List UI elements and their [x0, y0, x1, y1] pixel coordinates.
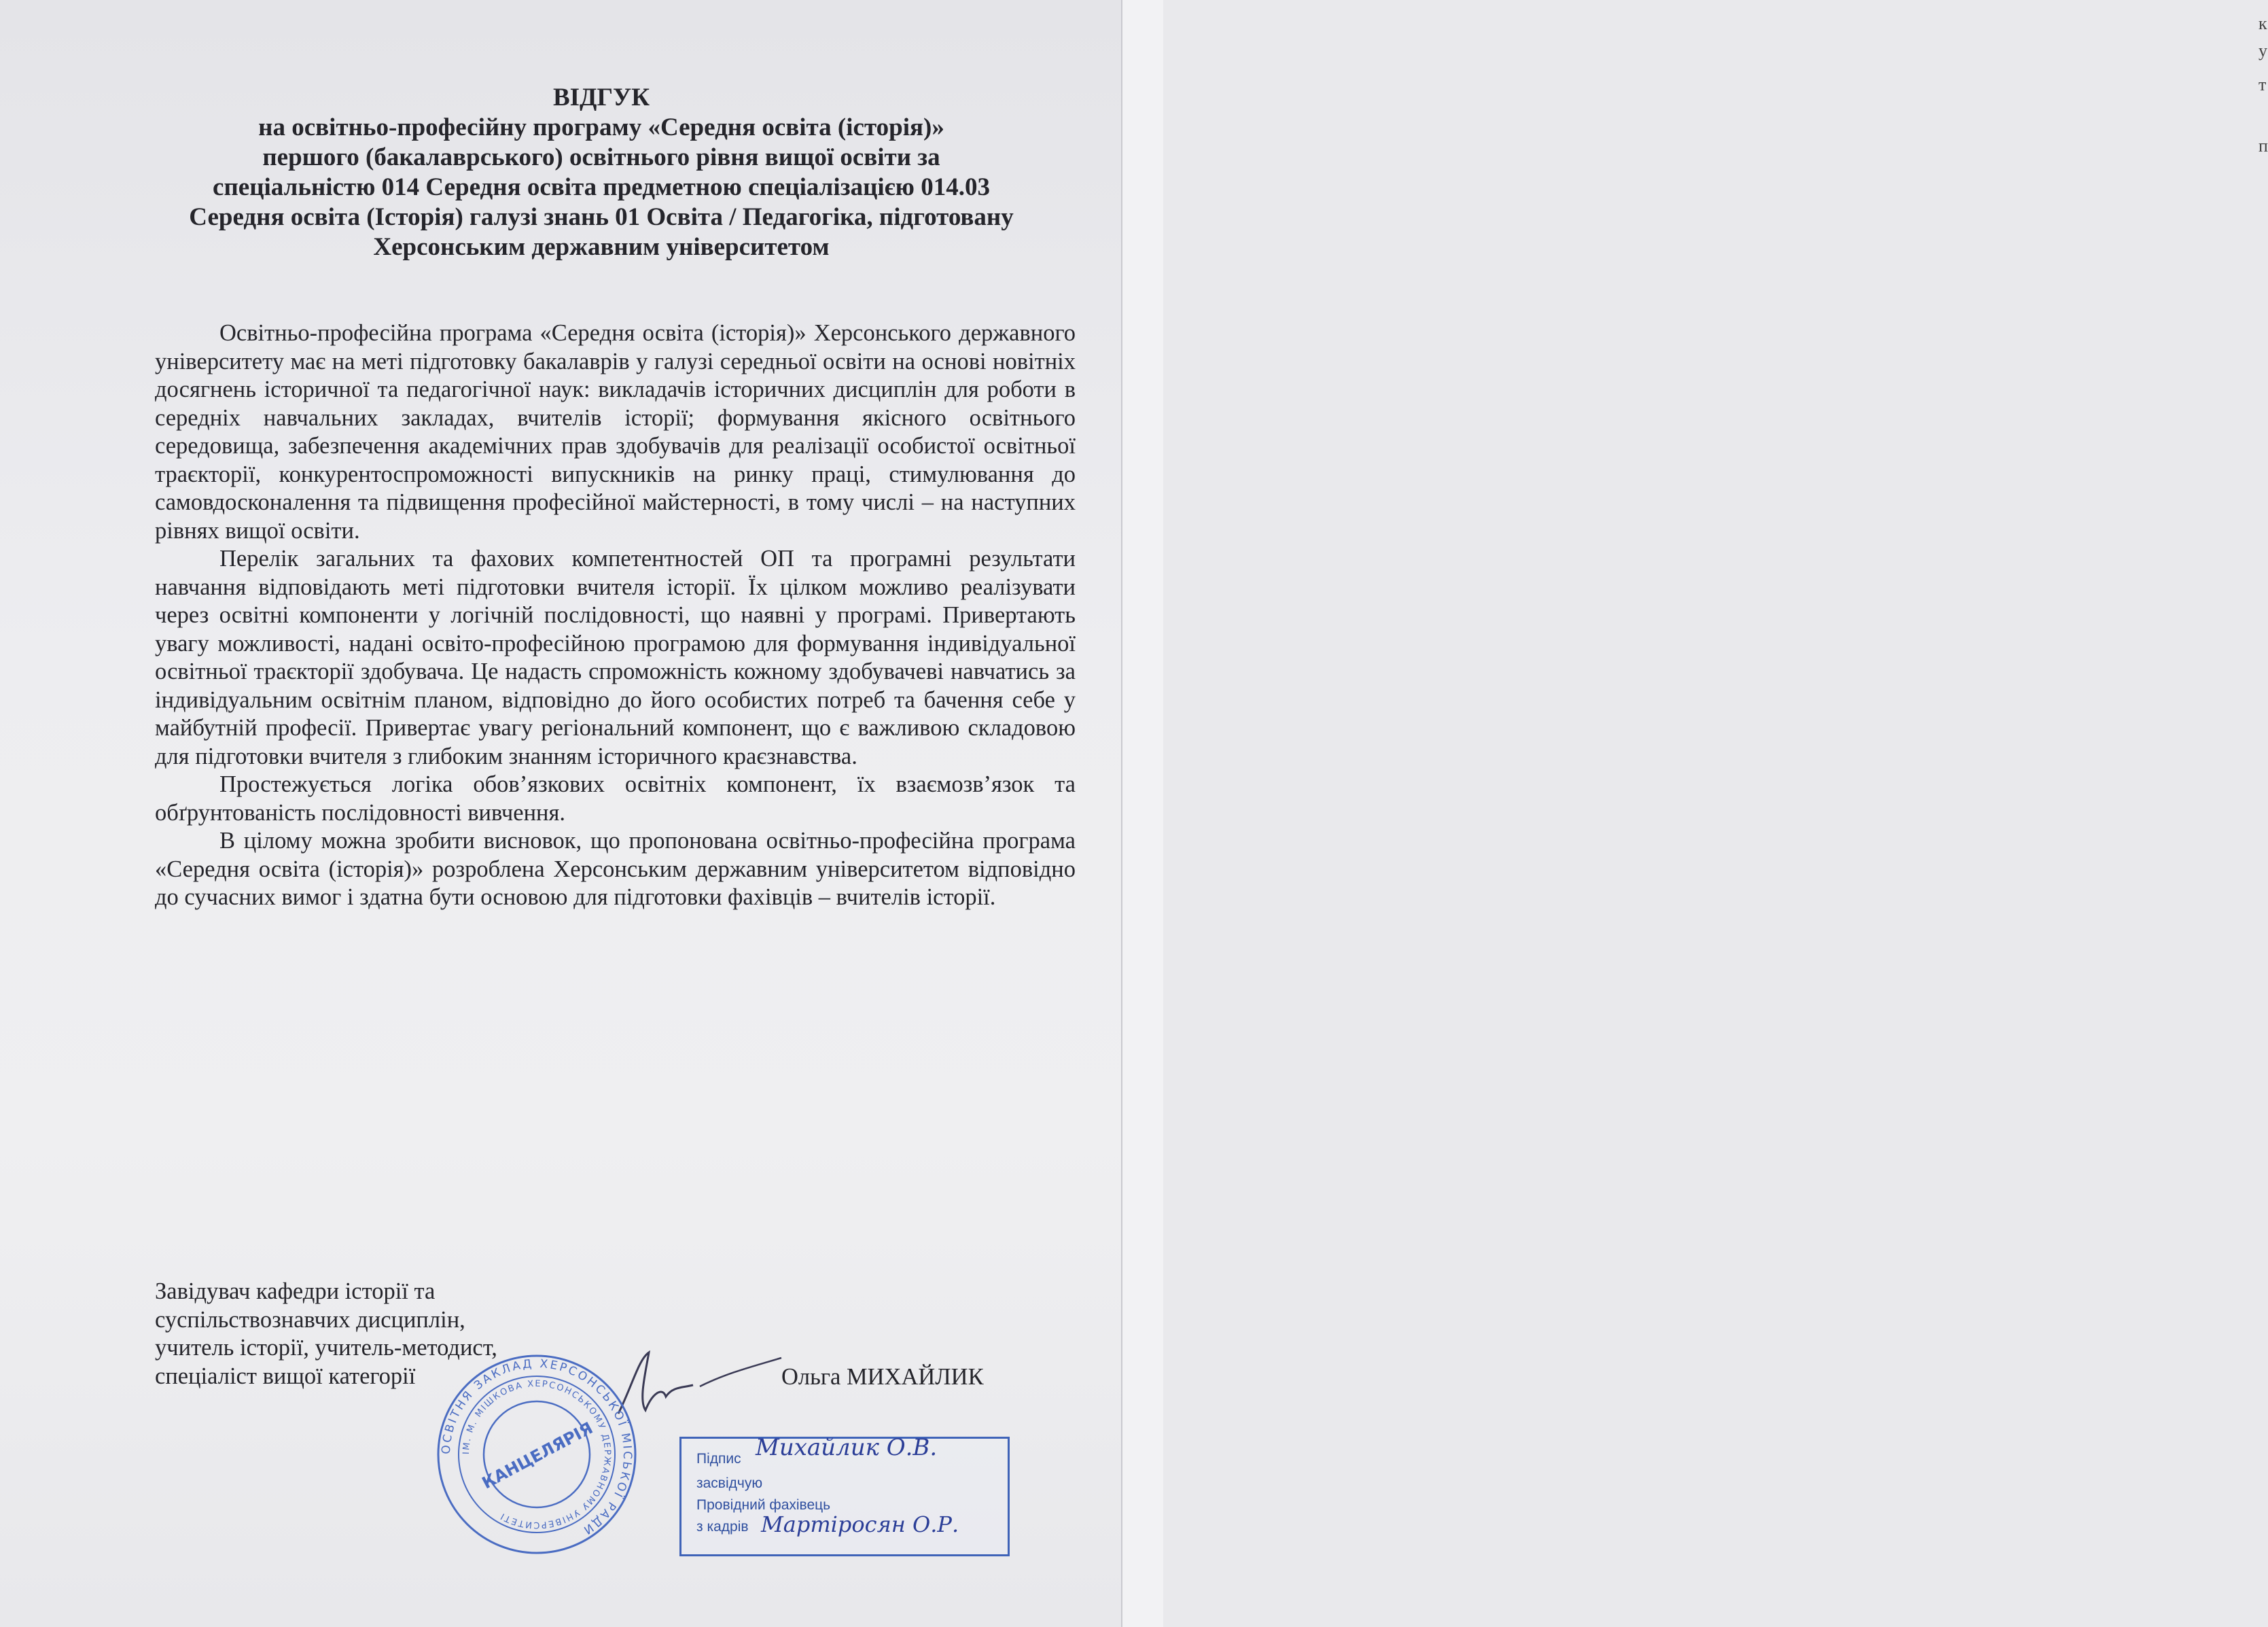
- stamp-inner-text: ІМ. М. МІШКОВА ХЕРСОНСЬКОМУ ДЕРЖАВНОМУ УНІВЕРСИТЕТІ: [461, 1378, 613, 1530]
- heading-line-5: Середня освіта (Історія) галузі знань 01 Освіта / Педагогіка, підготовану: [189, 203, 1014, 231]
- heading-title: ВІДГУК: [552, 84, 650, 111]
- stamp-label-specialist: Провідний фахівець: [696, 1497, 831, 1513]
- position-line-3: учитель історії, учитель-методист,: [155, 1335, 497, 1361]
- review-body: [155, 319, 1076, 912]
- stamp-label-certify: засвідчую: [696, 1475, 763, 1491]
- handwritten-certified-name: Михайлик О.В.: [756, 1434, 938, 1461]
- adjacent-page-edge: к у т п: [1121, 0, 1163, 1627]
- heading-line-6: Херсонським державним університетом: [373, 233, 830, 261]
- stamp-label-signature: Підпис: [696, 1451, 741, 1467]
- position-line-1: Завідувач кафедри історії та: [155, 1278, 436, 1304]
- paragraph-3: Простежується логіка обов’язкових освітніх компонент, їх взаємозв’язок та обґрунтованість послідовності вивчення.: [155, 771, 1076, 826]
- stamp-outer-text: ОСВІТНЯ ЗАКЛАД ХЕРСОНСЬКОЇ МІСЬКОЇ РАДИ: [439, 1357, 635, 1538]
- stamp-label-hr: з кадрів: [696, 1519, 749, 1535]
- handwritten-specialist-name: Мартіросян О.Р.: [761, 1511, 959, 1537]
- official-round-stamp: [435, 1352, 639, 1556]
- heading-line-2: на освітньо-професійну програму «Середня освіта (історія)»: [258, 113, 944, 141]
- paragraph-2: Перелік загальних та фахових компетентностей ОП та програмні результати навчання відповідають меті підготовки вчителя історії. Їх цілком можливо реалізувати через освітні компоненти у логічній послідовності, що наявні у програмі. Привертають увагу можливості, надані освіто-професійною програмою для формування індивідуальної освітньої траєкторії здобувача. Це надасть спроможність кожному здобувачеві навчатись за індивідуальним освітнім планом, відповідно до його особистих потреб та бачення себе у майбутній професії. Привертає увагу регіональний компонент, що є важливою складовою для підготовки вчителя з глибоким знанням історичного краєзнавства.: [155, 546, 1076, 769]
- position-line-2: суспільствознавчих дисциплін,: [155, 1306, 465, 1333]
- document-heading: [102, 83, 1101, 262]
- paragraph-1: Освітньо-професійна програма «Середня освіта (історія)» Херсонського державного університету має на меті підготовку бакалаврів у галузі середньої освіти на основі новітніх досягнень історичної та педагогічної наук: викладачів історичних дисциплін для роботи в середніх навчальних закладах, вчителів історії; формування якісного освітнього середовища, забезпечення академічних прав здобувачів для реалізації особистої освітньої траєкторії, конкурентоспроможності випускників на ринку праці, стимулювання до самовдосконалення та підвищення професійної майстерності, в тому числі – на наступних рівнях вищої освіти.: [155, 320, 1076, 544]
- signer-name: Ольга МИХАЙЛИК: [781, 1364, 984, 1390]
- heading-line-3: першого (бакалаврського) освітнього рівня вищої освіти за: [262, 143, 940, 171]
- heading-line-4: спеціальністю 014 Середня освіта предметною спеціалізацією 014.03: [213, 173, 990, 201]
- position-line-4: спеціаліст вищої категорії: [155, 1363, 416, 1389]
- stamp-center-text: КАНЦЕЛЯРІЯ: [478, 1418, 597, 1493]
- paragraph-4: В цілому можна зробити висновок, що пропонована освітньо-професійна програма «Середня освіта (історія)» розроблена Херсонським державним університетом відповідно до сучасних вимог і здатна бути основою для підготовки фахівців – вчителів історії.: [155, 828, 1076, 910]
